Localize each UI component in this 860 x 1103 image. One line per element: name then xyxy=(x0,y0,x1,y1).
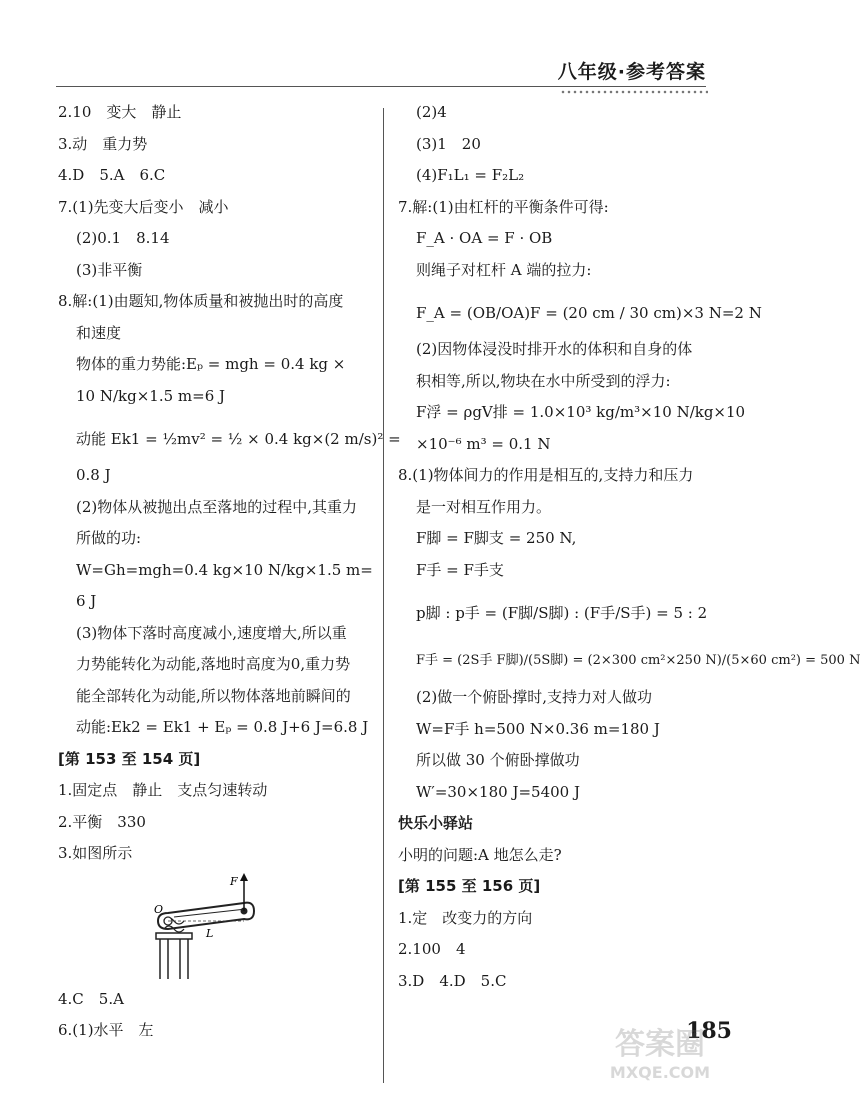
answer-line: ×10⁻⁶ m³ = 0.1 N xyxy=(416,434,551,453)
answer-line: F手 = (2S手 F脚)/(5S脚) = (2×300 cm²×250 N)/(5×60 cm²) = 500 N xyxy=(416,653,860,668)
answer-line: (2)因物体浸没时排开水的体积和自身的体 xyxy=(416,340,693,358)
answer-line: 3.动 重力势 xyxy=(58,134,148,153)
answer-line: W′=30×180 J=5400 J xyxy=(416,782,580,801)
answer-line: 1.定 改变力的方向 xyxy=(398,908,533,927)
answer-line: W=F手 h=500 N×0.36 m=180 J xyxy=(416,719,660,738)
answer-line: 7.(1)先变大后变小 减小 xyxy=(58,197,229,216)
header-dots-decoration xyxy=(560,89,708,95)
answer-line: 所以做 30 个俯卧撑做功 xyxy=(416,751,580,769)
answer-line: F_A = (OB/OA)F = (20 cm / 30 cm)×3 N=2 N xyxy=(416,304,762,322)
answer-line: 小明的问题:A 地怎么走? xyxy=(398,845,562,864)
answer-line: 1.固定点 静止 支点匀速转动 xyxy=(58,781,268,799)
answer-line: (4)F₁L₁ = F₂L₂ xyxy=(416,166,525,184)
answer-line: F脚 = F脚支 = 250 N, xyxy=(416,529,577,547)
pivot-label: O xyxy=(154,902,164,916)
answer-line: 是一对相互作用力。 xyxy=(416,497,552,516)
answer-line: F浮 = ρgV排 = 1.0×10³ kg/m³×10 N/kg×10 xyxy=(416,403,746,421)
answer-line: 0.8 J xyxy=(76,466,111,484)
answer-line: 2.平衡 330 xyxy=(58,812,146,831)
answer-line: F手 = F手支 xyxy=(416,560,504,579)
answer-line: 积相等,所以,物块在水中所受到的浮力: xyxy=(416,371,671,390)
page-number: 185 xyxy=(686,1018,732,1044)
force-label: F xyxy=(230,874,238,888)
section-heading: [第 153 至 154 页] xyxy=(58,749,201,768)
answer-line: 则绳子对杠杆 A 端的拉力: xyxy=(416,260,592,279)
answer-line: 10 N/kg×1.5 m=6 J xyxy=(76,386,226,405)
header-rule xyxy=(56,86,706,87)
answer-line: (2)4 xyxy=(416,103,447,121)
answer-line: 动能:Ek2 = Ek1 + Eₚ = 0.8 J+6 J=6.8 J xyxy=(76,718,369,736)
left-column xyxy=(58,100,401,1050)
answer-line: 所做的功: xyxy=(76,529,142,547)
answer-line: (2)0.1 8.14 xyxy=(76,229,170,247)
column-divider xyxy=(383,108,384,1083)
answer-line: (2)做一个俯卧撑时,支持力对人做功 xyxy=(416,688,653,706)
answer-line: 能全部转化为动能,所以物体落地前瞬间的 xyxy=(76,686,351,705)
answer-line: 力势能转化为动能,落地时高度为0,重力势 xyxy=(76,655,351,673)
answer-line: 3.D 4.D 5.C xyxy=(398,971,507,990)
watermark-bottom: MXQE.COM xyxy=(609,1063,711,1082)
answer-line: 和速度 xyxy=(76,323,122,342)
lever-diagram xyxy=(154,873,294,983)
answer-line: 3.如图所示 xyxy=(58,844,133,862)
answer-line: (2)物体从被抛出点至落地的过程中,其重力 xyxy=(76,497,358,516)
watermark-logo xyxy=(590,1027,730,1083)
answer-line: 4.C 5.A xyxy=(58,989,124,1008)
arm-label: L xyxy=(206,926,214,940)
answer-line: 2.100 4 xyxy=(398,940,466,958)
answer-line: 7.解:(1)由杠杆的平衡条件可得: xyxy=(398,197,609,216)
answer-line: (3)物体下落时高度减小,速度增大,所以重 xyxy=(76,623,347,642)
happy-corner-heading: 快乐小驿站 xyxy=(398,814,474,832)
lever-figure xyxy=(154,873,376,987)
answer-line: 动能 Ek1 = ½mv² = ½ × 0.4 kg×(2 m/s)² = xyxy=(76,430,401,448)
answer-line: 6 J xyxy=(76,592,97,610)
right-column xyxy=(398,100,860,1000)
answer-line: 8.解:(1)由题知,物体质量和被抛出时的高度 xyxy=(58,292,344,310)
answer-line: 物体的重力势能:Eₚ = mgh = 0.4 kg × xyxy=(76,355,346,373)
answer-line: p脚 : p手 = (F脚/S脚) : (F手/S手) = 5 : 2 xyxy=(416,604,708,622)
answer-line: (3)1 20 xyxy=(416,134,481,153)
answer-line: W=Gh=mgh=0.4 kg×10 N/kg×1.5 m= xyxy=(76,560,373,579)
page-header-title: 八年级·参考答案 xyxy=(557,61,706,83)
section-heading: [第 155 至 156 页] xyxy=(398,877,541,895)
answer-line: 6.(1)水平 左 xyxy=(58,1021,154,1039)
answer-line: F_A · OA = F · OB xyxy=(416,229,553,247)
answer-line: 8.(1)物体间力的作用是相互的,支持力和压力 xyxy=(398,466,694,484)
answer-line: 4.D 5.A 6.C xyxy=(58,166,166,184)
answer-line: 2.10 变大 静止 xyxy=(58,103,182,121)
watermark-top: 答案圈 xyxy=(615,1027,705,1062)
answer-line: (3)非平衡 xyxy=(76,260,143,279)
